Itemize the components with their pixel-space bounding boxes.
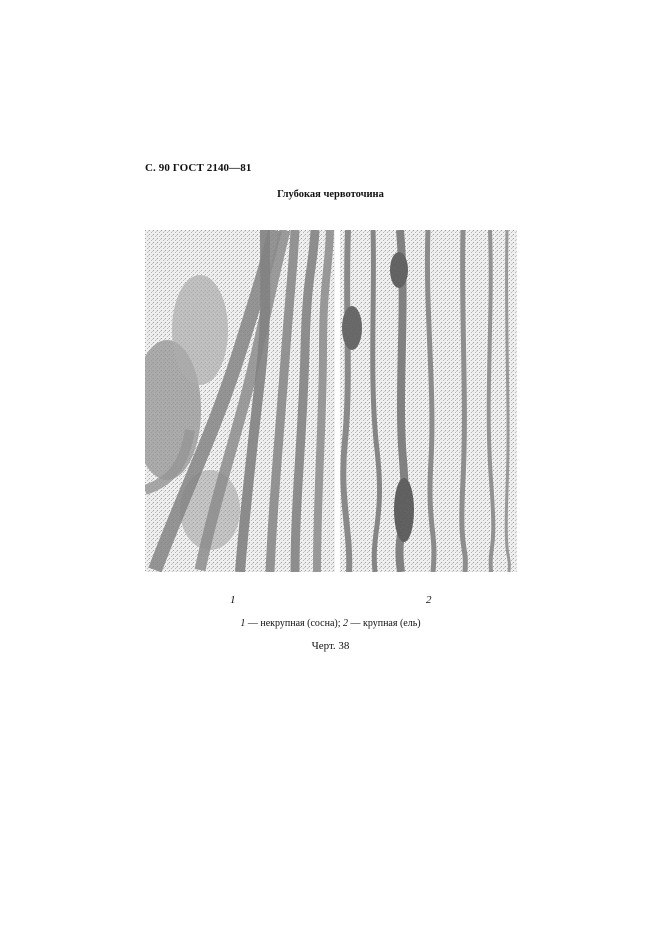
panel-2-spruce	[340, 230, 517, 572]
legend-item-1-text: — некрупная (сосна);	[245, 618, 343, 629]
page-header: С. 90 ГОСТ 2140—81	[145, 162, 252, 174]
wood-photo-figure	[145, 230, 517, 572]
panel-1-pine	[145, 230, 335, 572]
wood-grain-image	[145, 230, 517, 572]
figure-legend	[0, 618, 661, 629]
panel-1-label: 1	[230, 594, 236, 606]
legend-item-2-text: — крупная (ель)	[348, 618, 421, 629]
figure-caption: Черт. 38	[311, 640, 350, 652]
figure-title: Глубокая червоточина	[277, 189, 384, 200]
legend-item-2-number: 2	[343, 618, 348, 629]
panel-2-label: 2	[426, 594, 432, 606]
legend-item-1-number: 1	[240, 618, 246, 629]
